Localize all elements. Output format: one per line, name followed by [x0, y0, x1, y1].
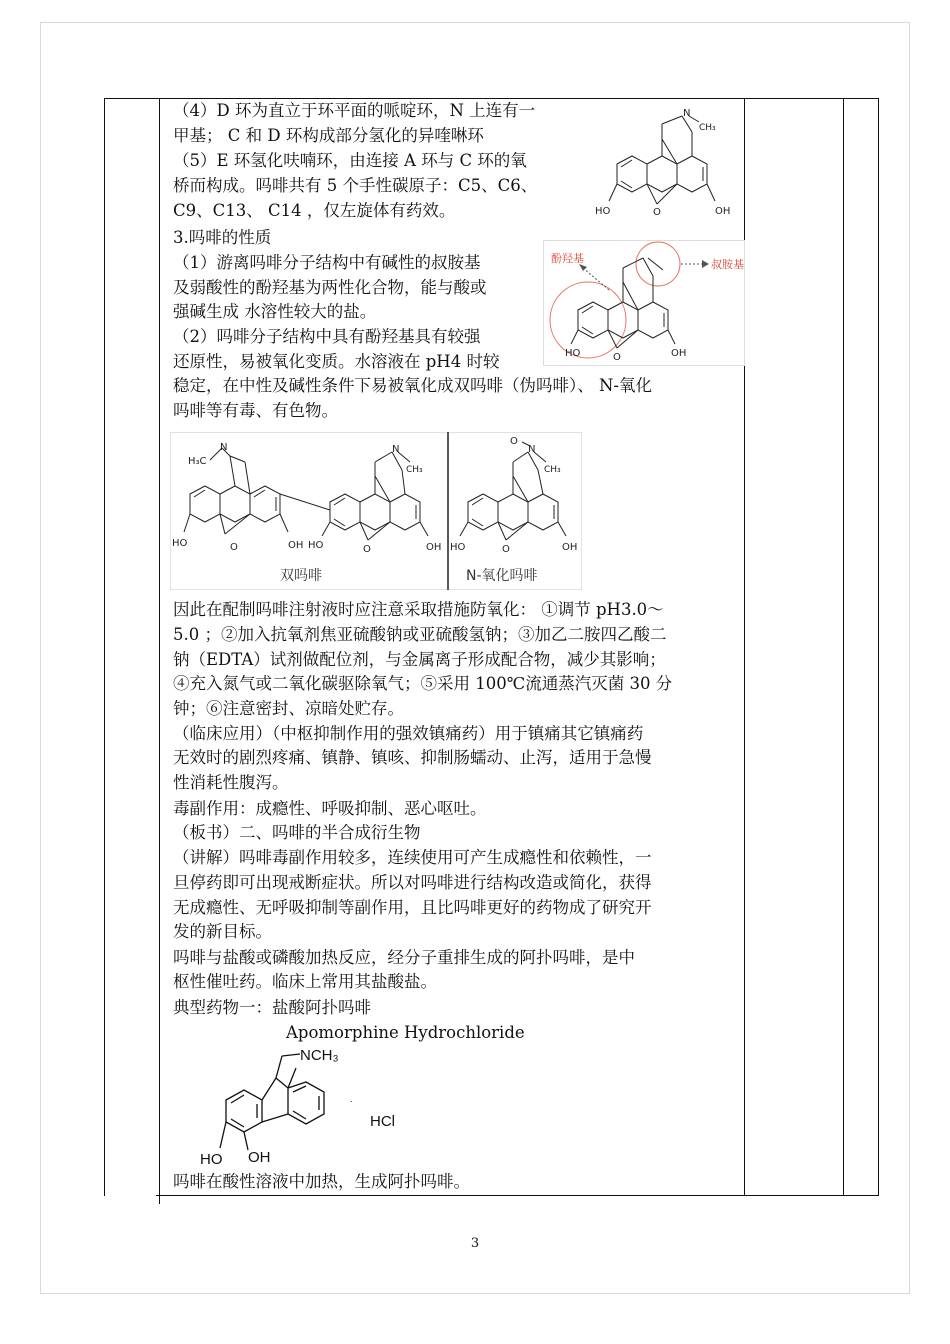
- text-line: （5）E 环氢化呋喃环，由连接 A 环与 C 环的氧: [173, 151, 527, 170]
- pseudomorphine-caption: 双吗啡: [280, 568, 322, 584]
- amine-highlight-circle: [636, 242, 680, 286]
- n-label: N: [683, 108, 691, 119]
- ho-label: HO: [595, 206, 611, 217]
- n-oxide-caption: N-氧化吗啡: [466, 568, 538, 584]
- dot-label: .: [350, 1094, 353, 1104]
- oh-label: OH: [288, 540, 304, 551]
- ch3-label: CH₃: [544, 465, 561, 475]
- oh-label: OH: [671, 348, 687, 359]
- text-line: 因此在配制吗啡注射液时应注意采取措施防氧化： ①调节 pH3.0～: [173, 600, 664, 619]
- text-line: 吗啡与盐酸或磷酸加热反应，经分子重排生成的阿扑吗啡，是中: [173, 948, 635, 967]
- text-line: ④充入氮气或二氧化碳驱除氧气；⑤采用 100℃流通蒸汽灭菌 30 分: [173, 674, 673, 693]
- methyl-label: CH₃: [699, 123, 716, 133]
- oh-label: OH: [426, 542, 442, 553]
- text-line: 无效时的剧烈疼痛、镇静、镇咳、抑制肠蠕动、止泻，适用于急慢: [173, 748, 652, 767]
- text-line: 钠（EDTA）试剂做配位剂，与金属离子形成配合物，减少其影响；: [173, 650, 666, 669]
- o-label: O: [613, 352, 621, 363]
- text-line: 还原性，易被氧化变质。水溶液在 pH4 时较: [173, 352, 500, 371]
- table-right-border: [878, 98, 879, 1196]
- text-line: 典型药物一：盐酸阿扑吗啡: [173, 998, 371, 1017]
- oh-label: OH: [562, 542, 578, 553]
- nch3-label: NCH₃: [300, 1047, 339, 1064]
- text-line: 吗啡等有毒、有色物。: [173, 401, 338, 420]
- text-line: 发的新目标。: [173, 922, 272, 941]
- text-line: 无成瘾性、无呼吸抑制等副作用，且比吗啡更好的药物成了研究开: [173, 898, 652, 917]
- text-line: 稳定，在中性及碱性条件下易被氧化成双吗啡（伪吗啡）、 N-氧化: [173, 376, 653, 395]
- amine-label: 叔胺基: [711, 258, 744, 271]
- text-line: 及弱酸性的酚羟基为两性化合物，能与酸或: [173, 278, 487, 297]
- o-label: O: [363, 544, 371, 555]
- o-label: O: [653, 207, 661, 218]
- table-column-divider-3: [843, 98, 844, 1196]
- oxidation-products-figure: [170, 432, 582, 590]
- oxide-o-label: O: [510, 436, 518, 447]
- oh-label: OH: [248, 1149, 271, 1166]
- text-line: 5.0 ；②加入抗氧剂焦亚硫酸钠或亚硫酸氢钠；③加乙二胺四乙酸二: [173, 625, 667, 644]
- text-line: 钟；⑥注意密封、凉暗处贮存。: [173, 699, 404, 718]
- n-label: N: [528, 444, 536, 455]
- h3c-label: H₃C: [188, 456, 207, 467]
- ho-label: HO: [450, 542, 466, 553]
- ho-label: HO: [200, 1151, 223, 1168]
- n-label-left: N: [220, 442, 228, 453]
- text-line: 性消耗性腹泻。: [173, 773, 289, 792]
- text-line: 旦停药即可出现戒断症状。所以对吗啡进行结构改造或简化，获得: [173, 873, 652, 892]
- table-left-border: [104, 98, 105, 1196]
- text-line: 桥而构成。吗啡共有 5 个手性碳原子：C5、C6、: [173, 176, 538, 195]
- table-bottom-border: [159, 1195, 879, 1196]
- phenol-label: 酚羟基: [551, 252, 584, 265]
- text-line: C9、C13、 C14 ，仅左旋体有药效。: [173, 201, 456, 220]
- n-label-right: N: [392, 444, 400, 455]
- text-line: 甲基； C 和 D 环构成部分氢化的异喹啉环: [173, 126, 484, 145]
- section-heading: 3.吗啡的性质: [173, 228, 272, 247]
- ho-label: HO: [308, 540, 324, 551]
- ch3-label: CH₃: [406, 465, 423, 475]
- hcl-label: HCl: [370, 1113, 395, 1130]
- text-line: （临床应用）（中枢抑制作用的强效镇痛药）用于镇痛其它镇痛药: [173, 724, 644, 743]
- text-line: 吗啡在酸性溶液中加热，生成阿扑吗啡。: [173, 1172, 470, 1191]
- functional-group-figure: [543, 240, 745, 366]
- oh-label: OH: [715, 206, 731, 217]
- text-line: （板书）二、吗啡的半合成衍生物: [173, 823, 421, 842]
- text-line: 强碱生成 水溶性较大的盐。: [173, 302, 377, 321]
- text-line: （4）D 环为直立于环平面的哌啶环，N 上连有一: [173, 101, 536, 120]
- english-drug-name: Apomorphine Hydrochloride: [286, 1023, 525, 1042]
- text-line: 毒副作用：成瘾性、呼吸抑制、恶心呕吐。: [173, 799, 487, 818]
- ho-label: HO: [565, 348, 581, 359]
- phenol-highlight-circle: [550, 282, 626, 358]
- text-line: （讲解）吗啡毒副作用较多，连续使用可产生成瘾性和依赖性，一: [173, 848, 652, 867]
- table-column-divider-1: [159, 98, 160, 1204]
- ho-label: HO: [172, 538, 188, 549]
- o-label: O: [230, 542, 238, 553]
- page-number: 3: [470, 1236, 480, 1251]
- text-line: 枢性催吐药。临床上常用其盐酸盐。: [173, 972, 437, 991]
- text-line: （1）游离吗啡分子结构中有碱性的叔胺基: [173, 253, 481, 272]
- apomorphine-structure-figure: [196, 1044, 406, 1168]
- o-label: O: [502, 544, 510, 555]
- morphine-structure-figure: [587, 104, 742, 222]
- text-line: （2）吗啡分子结构中具有酚羟基具有较强: [173, 327, 481, 346]
